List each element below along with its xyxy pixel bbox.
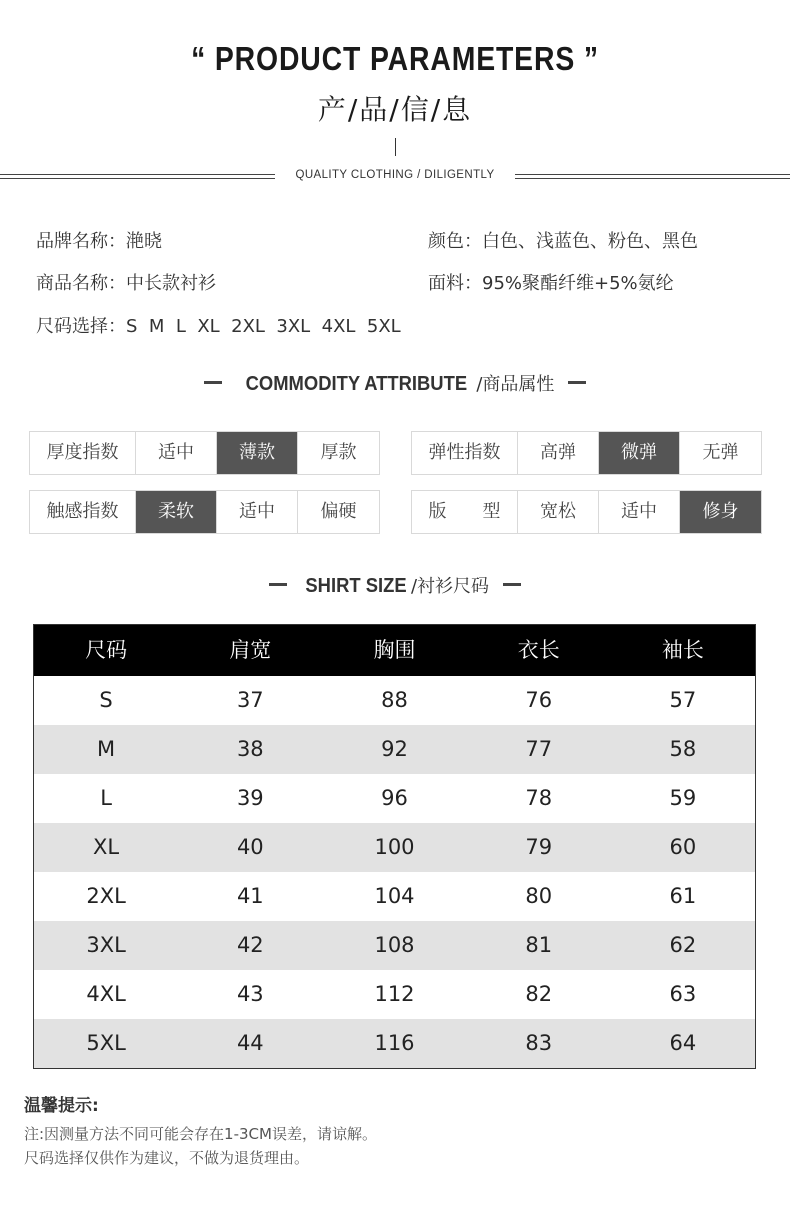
table-cell: 37	[236, 688, 264, 712]
size-section-title	[0, 572, 790, 598]
table-cell: 58	[669, 737, 697, 761]
table-cell: 88	[381, 688, 408, 712]
attr-thickness	[29, 431, 380, 475]
table-cell: 61	[669, 884, 697, 908]
title-en: “ PRODUCT PARAMETERS ”	[191, 40, 599, 77]
table-cell: 108	[374, 933, 415, 957]
header-cell: 尺码	[85, 638, 128, 662]
table-row	[34, 774, 755, 823]
table-cell: 96	[381, 786, 408, 810]
dash-icon	[269, 583, 287, 586]
table-cell: 82	[525, 982, 553, 1006]
table-cell: 81	[525, 933, 553, 957]
size-table	[33, 624, 756, 1069]
table-cell: 64	[669, 1031, 697, 1055]
table-cell: 62	[669, 933, 697, 957]
attribute-title-en: COMMODITY ATTRIBUTE	[245, 373, 467, 395]
tips-line-1: 注:因测量方法不同可能会存在1-3CM误差，请谅解。	[24, 1125, 377, 1143]
table-cell: 116	[374, 1031, 415, 1055]
table-cell: 38	[236, 737, 264, 761]
table-cell: 79	[525, 835, 553, 859]
attr-option: 适中	[136, 432, 217, 474]
table-cell: 4XL	[86, 982, 126, 1006]
attr-option-selected: 微弹	[599, 432, 680, 474]
attr-option: 无弹	[702, 442, 739, 463]
table-cell: 5XL	[86, 1031, 126, 1055]
info-color: 颜色：白色、浅蓝色、粉色、黑色	[428, 231, 698, 252]
attr-option-selected: 柔软	[136, 491, 217, 533]
attribute-title-cn: /商品属性	[476, 374, 555, 395]
table-cell: 76	[525, 688, 553, 712]
attr-label: 弹性指数	[412, 432, 518, 474]
attr-option: 宽松	[518, 491, 599, 533]
attr-elasticity	[411, 431, 762, 475]
table-row	[34, 970, 755, 1019]
table-row	[34, 676, 755, 725]
attr-option: 适中	[599, 491, 680, 533]
table-row	[34, 921, 755, 970]
table-cell: S	[99, 688, 113, 712]
table-cell: 40	[236, 835, 264, 859]
attr-touch	[29, 490, 380, 534]
attr-label: 版 型	[412, 491, 518, 533]
table-cell: 2XL	[86, 884, 126, 908]
table-row	[34, 872, 755, 921]
table-cell: 57	[669, 688, 697, 712]
table-cell: 100	[374, 835, 415, 859]
attr-option: 偏硬	[320, 501, 357, 522]
info-brand: 品牌名称：滟晓	[36, 231, 162, 252]
tips-heading: 温馨提示:	[24, 1096, 99, 1116]
table-cell: 78	[525, 786, 553, 810]
attr-label: 厚度指数	[30, 432, 136, 474]
attr-option-selected: 修身	[680, 491, 761, 533]
table-cell: 104	[374, 884, 415, 908]
table-cell: 39	[236, 786, 264, 810]
table-cell: 3XL	[86, 933, 126, 957]
table-cell: 42	[236, 933, 264, 957]
table-cell: 59	[669, 786, 697, 810]
table-row	[34, 1019, 755, 1068]
table-cell: 92	[381, 737, 408, 761]
size-title-cn: /衬衫尺码	[410, 576, 490, 597]
table-row	[34, 725, 755, 774]
table-cell: 63	[669, 982, 697, 1006]
table-cell: 41	[236, 884, 264, 908]
table-cell: XL	[93, 835, 120, 859]
dash-icon	[568, 381, 586, 384]
size-title-en: SHIRT SIZE	[305, 575, 407, 597]
tagline: QUALITY CLOTHING / DILIGENTLY	[295, 169, 495, 181]
tips-line-2: 尺码选择仅供作为建议，不做为退货理由。	[24, 1149, 310, 1167]
info-name: 商品名称：中长款衬衫	[36, 273, 216, 294]
header-cell: 衣长	[517, 638, 560, 662]
attribute-section-title	[0, 370, 790, 396]
attr-fit	[411, 490, 762, 534]
table-cell: 80	[525, 884, 553, 908]
table-cell: 44	[236, 1031, 264, 1055]
table-cell: M	[97, 737, 116, 761]
table-cell: 60	[669, 835, 697, 859]
info-sizes: 尺码选择：S M L XL 2XL 3XL 4XL 5XL	[36, 316, 401, 337]
dash-icon	[503, 583, 521, 586]
attr-label: 触感指数	[30, 491, 136, 533]
header-cell: 胸围	[373, 638, 416, 662]
table-row	[34, 823, 755, 872]
table-cell: 43	[236, 982, 264, 1006]
header-cell: 袖长	[661, 638, 704, 662]
table-header	[34, 625, 755, 676]
attr-option: 厚款	[320, 442, 357, 463]
attr-option: 适中	[217, 491, 298, 533]
table-cell: 77	[525, 737, 553, 761]
title-cn: 产/品/信/息	[317, 93, 473, 126]
divider-vertical	[395, 138, 396, 156]
attr-option: 高弹	[518, 432, 599, 474]
table-cell: 112	[374, 982, 415, 1006]
table-cell: L	[100, 786, 112, 810]
header-cell: 肩宽	[229, 638, 272, 662]
info-fabric: 面料：95%聚酯纤维+5%氨纶	[428, 273, 674, 294]
attr-option-selected: 薄款	[217, 432, 298, 474]
table-cell: 83	[525, 1031, 553, 1055]
dash-icon	[204, 381, 222, 384]
